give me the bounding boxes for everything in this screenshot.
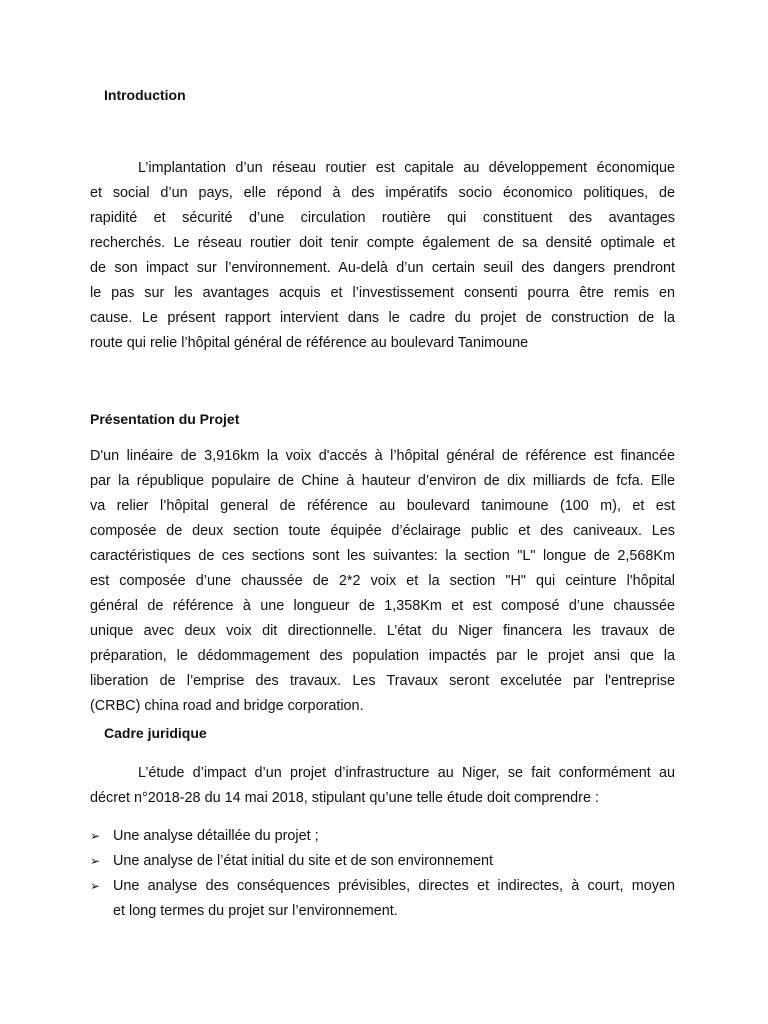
text-line: cause. Le présent rapport intervient dans le cadre du projet de construction de la <box>90 310 675 326</box>
text-line: général de référence à une longueur de 1,358Km et est composé d’une chaussée <box>90 598 675 614</box>
arrow-bullet-icon: ➢ <box>90 829 101 843</box>
text-line: est composée d’une chaussée de 2*2 voix et la section "H" qui ceinture l'hôpital <box>90 573 675 589</box>
text-line: de son impact sur l’environnement. Au-delà d’un certain seuil des dangers prendront <box>90 260 675 276</box>
text-line: liberation de l’emprise des travaux. Les Travaux seront excelutée par l'entreprise <box>90 673 675 689</box>
text-line: recherchés. Le réseau routier doit tenir compte également de sa densité optimale et <box>90 235 675 251</box>
text-line: va relier l’hôpital general de référence au boulevard tanimoune (100 m), et est <box>90 498 675 514</box>
list-item <box>90 874 675 924</box>
text-line: unique avec deux voix dit directionnelle. L’état du Niger financera les travaux de <box>90 623 675 639</box>
presentation-paragraph <box>90 444 675 719</box>
presentation-heading: Présentation du Projet <box>90 411 240 427</box>
text-line: route qui relie l’hôpital général de référence au boulevard Tanimoune <box>90 335 529 351</box>
text-line: (CRBC) china road and bridge corporation. <box>90 698 364 714</box>
arrow-bullet-icon: ➢ <box>90 854 101 868</box>
text-line: décret n°2018-28 du 14 mai 2018, stipulant qu’une telle étude doit comprendre : <box>90 790 599 806</box>
list-item-text: Une analyse détaillée du projet ; <box>113 828 319 844</box>
arrow-bullet-icon: ➢ <box>90 879 101 893</box>
text-line: et social d’un pays, elle répond à des impératifs socio économico politiques, de <box>90 185 675 201</box>
introduction-heading: Introduction <box>104 87 186 103</box>
text-line: rapidité et sécurité d’une circulation routière qui constituent des avantages <box>90 210 675 226</box>
text-line: par la république populaire de Chine à hauteur d’environ de dix milliards de fcfa. Elle <box>90 473 675 489</box>
text-line: préparation, le dédommagement des population impactés par le projet ansi que la <box>90 648 675 664</box>
text-line: L’implantation d’un réseau routier est capitale au développement économique <box>138 160 675 176</box>
list-item-text: Une analyse des conséquences prévisibles, directes et indirectes, à court, moyen <box>113 878 675 894</box>
text-line: D'un linéaire de 3,916km la voix d'accés à l’hôpital général de référence est financée <box>90 448 675 464</box>
list-item <box>90 849 675 874</box>
requirements-list <box>90 824 675 924</box>
text-line: le pas sur les avantages acquis et l’investissement consenti pourra être remis en <box>90 285 675 301</box>
text-line: composée de deux section toute équipée d’éclairage public et des caniveaux. Les <box>90 523 675 539</box>
list-item-text: et long termes du projet sur l’environnement. <box>113 903 398 919</box>
cadre-juridique-paragraph <box>90 761 675 811</box>
list-item-text: Une analyse de l’état initial du site et de son environnement <box>113 853 493 869</box>
text-line: L’étude d’impact d’un projet d’infrastructure au Niger, se fait conformément au <box>138 765 675 781</box>
introduction-paragraph <box>90 156 675 356</box>
text-line: caractéristiques de ces sections sont les suivantes: la section "L" longue de 2,568Km <box>90 548 675 564</box>
list-item <box>90 824 675 849</box>
cadre-juridique-heading: Cadre juridique <box>104 725 207 741</box>
